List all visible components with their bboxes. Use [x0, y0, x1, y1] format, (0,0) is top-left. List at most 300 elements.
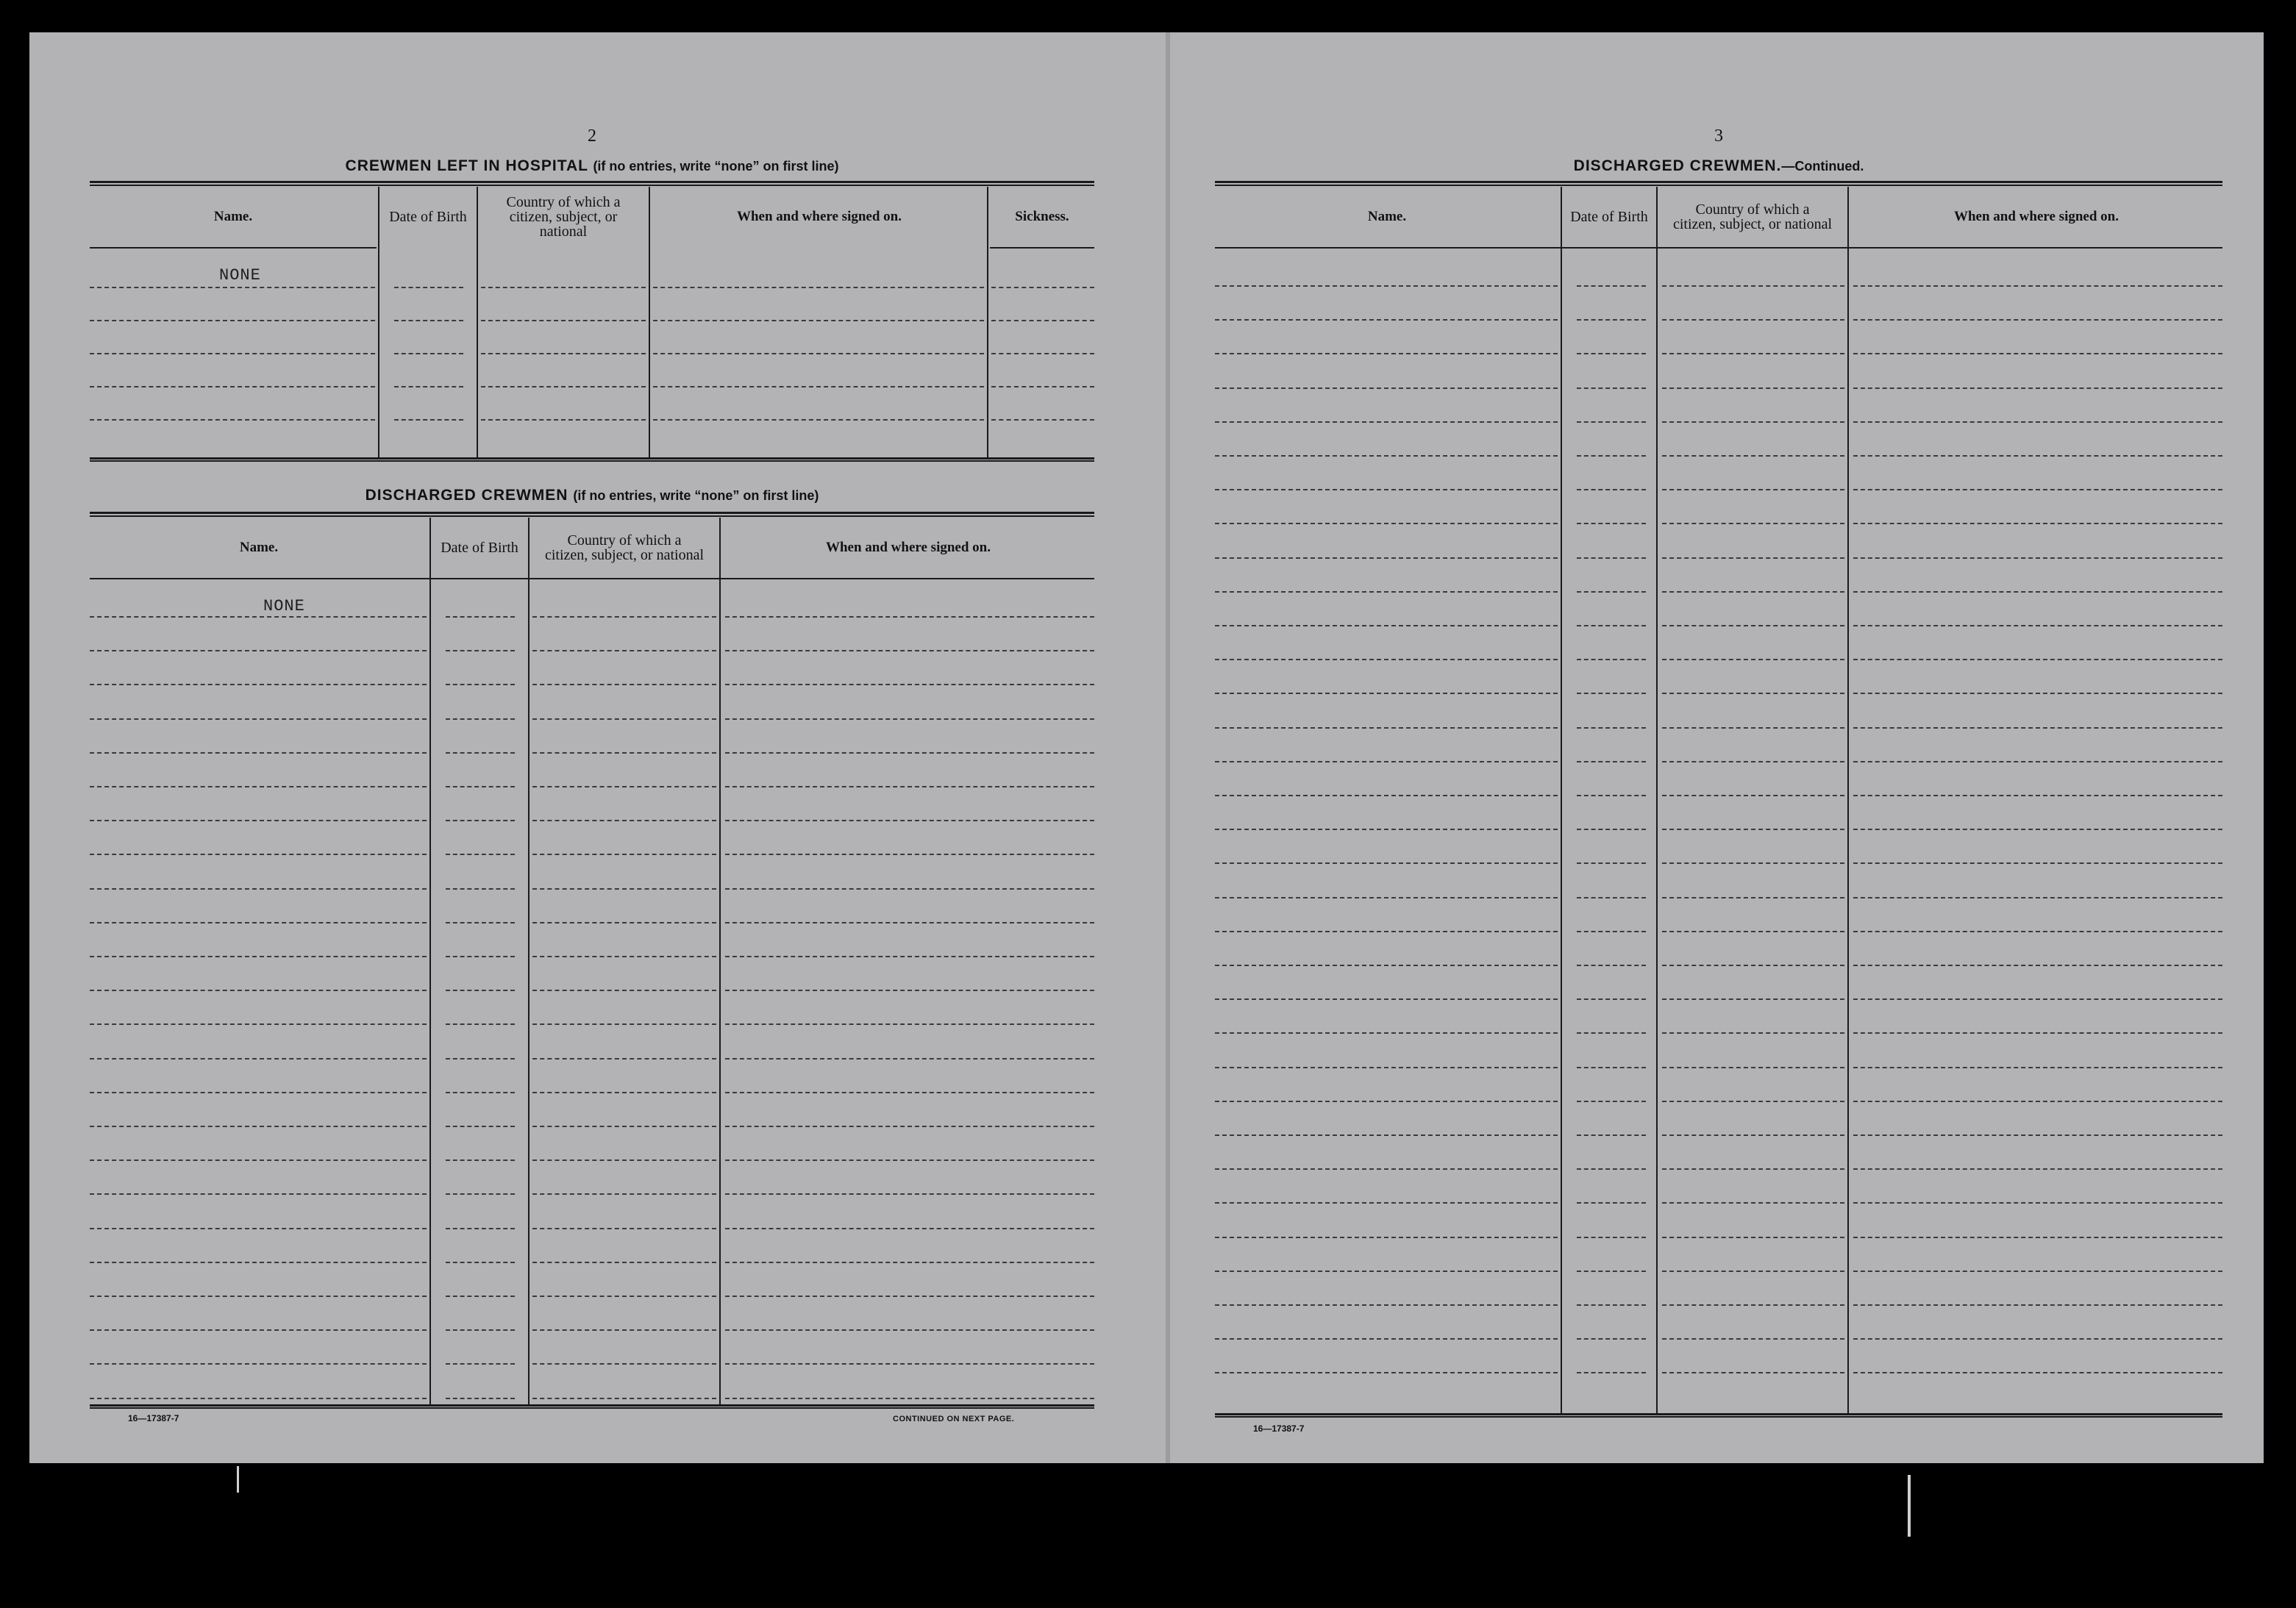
- form-number: 16—17387-7: [1253, 1423, 1305, 1434]
- row-line: [991, 353, 1094, 354]
- row-line: [532, 786, 716, 787]
- row-line: [1662, 1237, 1844, 1238]
- row-line: [446, 1193, 515, 1195]
- row-line: [532, 1329, 716, 1331]
- row-line: [1662, 1032, 1844, 1034]
- row-line: [90, 1058, 427, 1060]
- row-line: [1853, 1067, 2222, 1068]
- row-line: [725, 1228, 1094, 1229]
- row-line: [532, 956, 716, 957]
- row-line: [481, 419, 646, 421]
- row-line: [1215, 1304, 1558, 1306]
- column-divider: [477, 187, 478, 457]
- continued-note: CONTINUED ON NEXT PAGE.: [893, 1415, 1015, 1423]
- row-line: [1577, 659, 1646, 660]
- row-line: [1577, 489, 1646, 490]
- row-line: [1853, 523, 2222, 524]
- row-line: [1215, 455, 1558, 457]
- scanned-document: [29, 32, 2264, 1463]
- row-line: [532, 1092, 716, 1093]
- column-divider: [429, 518, 431, 1404]
- row-line: [725, 1193, 1094, 1195]
- header-rule: [990, 247, 1094, 249]
- row-line: [446, 820, 515, 821]
- discharged-title-text: DISCHARGED CREWMEN.: [1573, 157, 1782, 174]
- row-line: [725, 752, 1094, 754]
- row-line: [1577, 319, 1646, 321]
- page-fold: [1166, 32, 1170, 1463]
- row-line: [532, 1398, 716, 1399]
- row-line: [446, 752, 515, 754]
- row-line: [1853, 1168, 2222, 1170]
- row-line: [1215, 659, 1558, 660]
- row-line: [532, 1228, 716, 1229]
- row-line: [446, 1363, 515, 1365]
- row-line: [90, 684, 427, 685]
- column-header-signed-on: When and where signed on.: [1953, 209, 2119, 224]
- column-divider: [528, 518, 530, 1404]
- row-line: [90, 650, 427, 651]
- row-line: [532, 854, 716, 855]
- row-line: [1662, 421, 1844, 423]
- row-line: [532, 752, 716, 754]
- column-header-name: Name.: [239, 540, 279, 555]
- header-rule: [90, 247, 377, 249]
- row-line: [1215, 387, 1558, 389]
- row-line: [394, 320, 463, 321]
- row-line: [1577, 591, 1646, 593]
- row-line: [1215, 1168, 1558, 1170]
- row-line: [991, 287, 1094, 288]
- discharged-continued-title: [1215, 157, 2222, 175]
- row-line: [1215, 1067, 1558, 1068]
- row-line: [725, 820, 1094, 821]
- row-line: [481, 353, 646, 354]
- row-line: [1662, 1372, 1844, 1373]
- row-line: [1215, 1338, 1558, 1340]
- column-header-signed-on: When and where signed on.: [825, 540, 991, 555]
- row-line: [532, 1193, 716, 1195]
- row-line: [90, 419, 375, 421]
- row-line: [1577, 761, 1646, 762]
- row-line: [1662, 829, 1844, 830]
- row-line: [725, 1398, 1094, 1399]
- row-line: [1853, 1271, 2222, 1272]
- scan-artifact: [237, 1466, 239, 1493]
- row-line: [90, 1398, 427, 1399]
- form-number: 16—17387-7: [128, 1413, 179, 1423]
- row-line: [446, 854, 515, 855]
- row-line: [1577, 1101, 1646, 1102]
- row-line: [1853, 1338, 2222, 1340]
- row-line: [725, 684, 1094, 685]
- row-line: [725, 956, 1094, 957]
- row-line: [653, 287, 984, 288]
- row-line: [90, 1329, 427, 1331]
- row-line: [532, 1296, 716, 1297]
- left-page: [90, 90, 1094, 1435]
- row-line: [446, 1262, 515, 1263]
- row-line: [1577, 931, 1646, 932]
- right-page: [1215, 90, 2222, 1435]
- row-line: [1577, 1134, 1646, 1136]
- row-line: [1215, 1372, 1558, 1373]
- row-line: [1853, 353, 2222, 354]
- row-line: [481, 320, 646, 321]
- row-line: [1215, 897, 1558, 898]
- row-line: [90, 386, 375, 387]
- row-line: [1577, 1271, 1646, 1272]
- row-line: [90, 718, 427, 720]
- row-line: [1853, 489, 2222, 490]
- row-line: [1853, 897, 2222, 898]
- row-line: [90, 956, 427, 957]
- row-line: [1662, 1304, 1844, 1306]
- row-line: [1215, 421, 1558, 423]
- row-line: [725, 1296, 1094, 1297]
- row-line: [394, 386, 463, 387]
- row-line: [1853, 727, 2222, 729]
- row-line: [725, 616, 1094, 618]
- row-line: [1662, 523, 1844, 524]
- row-line: [532, 922, 716, 923]
- row-line: [90, 1126, 427, 1127]
- column-header-signed-on: When and where signed on.: [736, 209, 902, 224]
- row-line: [1853, 319, 2222, 321]
- row-line: [1215, 591, 1558, 593]
- page-number: 3: [1714, 126, 1723, 146]
- row-line: [394, 287, 463, 288]
- row-line: [446, 1329, 515, 1331]
- row-line: [1662, 285, 1844, 287]
- row-line: [1853, 693, 2222, 694]
- row-line: [725, 1329, 1094, 1331]
- row-line: [1577, 1338, 1646, 1340]
- row-line: [725, 1363, 1094, 1365]
- row-line: [1662, 625, 1844, 626]
- row-line: [725, 1159, 1094, 1161]
- row-line: [1577, 625, 1646, 626]
- row-line: [1662, 931, 1844, 932]
- row-line: [1853, 1372, 2222, 1373]
- row-line: [1215, 1271, 1558, 1272]
- row-line: [1853, 1032, 2222, 1034]
- row-line: [1662, 659, 1844, 660]
- row-line: [1577, 1168, 1646, 1170]
- row-line: [1662, 1338, 1844, 1340]
- row-line: [90, 320, 375, 321]
- row-line: [725, 888, 1094, 890]
- row-line: [1577, 693, 1646, 694]
- row-line: [1215, 285, 1558, 287]
- column-header-name: Name.: [1367, 209, 1407, 224]
- row-line: [725, 1262, 1094, 1263]
- row-line: [1215, 829, 1558, 830]
- row-line: [446, 990, 515, 991]
- hospital-section-title: [90, 157, 1094, 175]
- row-line: [1662, 862, 1844, 864]
- header-rule: [90, 578, 1094, 579]
- row-line: [1215, 1202, 1558, 1204]
- row-line: [1215, 489, 1558, 490]
- row-line: [90, 1193, 427, 1195]
- row-line: [1853, 659, 2222, 660]
- row-line: [1215, 1237, 1558, 1238]
- row-line: [653, 386, 984, 387]
- row-line: [1853, 387, 2222, 389]
- row-line: [90, 854, 427, 855]
- row-line: [1662, 557, 1844, 559]
- column-header-date-of-birth: Date of Birth: [441, 540, 518, 556]
- row-line: [1577, 285, 1646, 287]
- row-line: [446, 1023, 515, 1025]
- table-top-rule: [90, 512, 1094, 517]
- row-line: [1853, 1134, 2222, 1136]
- row-line: [725, 718, 1094, 720]
- row-line: [1853, 591, 2222, 593]
- column-header-sickness: Sickness.: [1015, 209, 1069, 224]
- row-line: [446, 650, 515, 651]
- table-bottom-rule: [1215, 1413, 2222, 1418]
- row-line: [1215, 761, 1558, 762]
- row-line: [1853, 421, 2222, 423]
- row-line: [90, 1363, 427, 1365]
- row-line: [1577, 862, 1646, 864]
- row-line: [725, 650, 1094, 651]
- row-line: [532, 888, 716, 890]
- row-line: [1577, 1032, 1646, 1034]
- table-top-rule: [90, 181, 1094, 186]
- row-line: [446, 684, 515, 685]
- row-line: [1853, 965, 2222, 966]
- row-line: [446, 922, 515, 923]
- column-header-name: Name.: [213, 209, 253, 224]
- row-line: [1853, 1237, 2222, 1238]
- column-header-date-of-birth: Date of Birth: [389, 209, 467, 225]
- row-line: [446, 1159, 515, 1161]
- header-rule: [1215, 247, 2222, 249]
- row-line: [446, 786, 515, 787]
- row-line: [1215, 998, 1558, 1000]
- row-line: [1662, 319, 1844, 321]
- table-bottom-rule: [90, 1404, 1094, 1409]
- row-line: [1662, 1134, 1844, 1136]
- row-line: [1215, 353, 1558, 354]
- row-line: [1577, 795, 1646, 796]
- hospital-title-note: (if no entries, write “none” on first line): [593, 159, 839, 174]
- column-header-country: Country of which a citizen, subject, or national: [506, 194, 621, 240]
- row-line: [446, 718, 515, 720]
- row-line: [532, 1126, 716, 1127]
- row-line: [725, 990, 1094, 991]
- discharged-section-title: [90, 487, 1094, 504]
- row-line: [90, 1023, 427, 1025]
- row-line: [394, 353, 463, 354]
- row-line: [532, 820, 716, 821]
- row-line: [1662, 897, 1844, 898]
- row-line: [90, 353, 375, 354]
- column-header-date-of-birth: Date of Birth: [1570, 209, 1648, 225]
- row-line: [1215, 693, 1558, 694]
- row-line: [1215, 1134, 1558, 1136]
- row-line: [991, 419, 1094, 421]
- row-line: [725, 1058, 1094, 1060]
- row-line: [1853, 998, 2222, 1000]
- row-line: [446, 1092, 515, 1093]
- column-header-country: Country of which a citizen, subject, or national: [544, 532, 705, 563]
- row-line: [90, 786, 427, 787]
- table-bottom-rule: [90, 457, 1094, 462]
- row-line: [532, 990, 716, 991]
- row-line: [90, 922, 427, 923]
- row-line: [1853, 1101, 2222, 1102]
- row-line: [90, 287, 375, 288]
- row-line: [1853, 625, 2222, 626]
- row-line: [1577, 998, 1646, 1000]
- row-line: [725, 1092, 1094, 1093]
- row-line: [90, 1296, 427, 1297]
- row-line: [446, 1228, 515, 1229]
- row-line: [1577, 557, 1646, 559]
- row-line: [90, 1262, 427, 1263]
- row-line: [991, 386, 1094, 387]
- row-line: [532, 684, 716, 685]
- row-line: [725, 922, 1094, 923]
- row-line: [1662, 1067, 1844, 1068]
- row-line: [1577, 1372, 1646, 1373]
- column-divider: [719, 518, 721, 1404]
- row-line: [446, 1296, 515, 1297]
- row-line: [1853, 862, 2222, 864]
- row-line: [725, 786, 1094, 787]
- row-line: [1577, 1304, 1646, 1306]
- row-line: [446, 956, 515, 957]
- row-line: [532, 1159, 716, 1161]
- row-line: [1577, 1237, 1646, 1238]
- column-divider: [1847, 187, 1849, 1413]
- row-line: [1215, 1032, 1558, 1034]
- hospital-title-text: CREWMEN LEFT IN HOSPITAL: [345, 157, 588, 174]
- row-line: [532, 1023, 716, 1025]
- row-line: [653, 320, 984, 321]
- row-line: [1853, 455, 2222, 457]
- continued-suffix: —Continued.: [1781, 159, 1864, 174]
- row-line: [1662, 387, 1844, 389]
- row-line: [532, 650, 716, 651]
- row-line: [532, 616, 716, 618]
- row-line: [394, 419, 463, 421]
- row-line: [1215, 557, 1558, 559]
- row-line: [1662, 489, 1844, 490]
- row-line: [725, 1023, 1094, 1025]
- row-line: [446, 616, 515, 618]
- discharged-title-text: DISCHARGED CREWMEN: [365, 487, 568, 504]
- row-line: [1853, 931, 2222, 932]
- scan-artifact: [1908, 1475, 1911, 1537]
- row-line: [1662, 965, 1844, 966]
- row-line: [1215, 1101, 1558, 1102]
- row-line: [532, 1058, 716, 1060]
- row-line: [446, 1126, 515, 1127]
- row-line: [532, 1363, 716, 1365]
- row-line: [90, 1159, 427, 1161]
- row-line: [1662, 591, 1844, 593]
- row-line: [653, 353, 984, 354]
- row-line: [1215, 727, 1558, 729]
- row-line: [1853, 829, 2222, 830]
- row-line: [1577, 387, 1646, 389]
- row-line: [1662, 761, 1844, 762]
- row-line: [725, 854, 1094, 855]
- row-line: [481, 287, 646, 288]
- row-line: [1853, 557, 2222, 559]
- discharged-title-note: (if no entries, write “none” on first line): [573, 488, 819, 503]
- table-top-rule: [1215, 181, 2222, 186]
- row-line: [1577, 421, 1646, 423]
- row-line: [1215, 931, 1558, 932]
- row-line: [532, 1262, 716, 1263]
- row-line: [1662, 353, 1844, 354]
- row-line: [481, 386, 646, 387]
- row-line: [1662, 795, 1844, 796]
- row-line: [1662, 1202, 1844, 1204]
- row-line: [1577, 727, 1646, 729]
- row-line: [1662, 727, 1844, 729]
- row-line: [1577, 965, 1646, 966]
- row-line: [446, 1398, 515, 1399]
- row-line: [1662, 1168, 1844, 1170]
- row-line: [90, 888, 427, 890]
- row-line: [1577, 897, 1646, 898]
- row-line: [446, 1058, 515, 1060]
- row-line: [1662, 693, 1844, 694]
- row-line: [1215, 965, 1558, 966]
- row-line: [1662, 998, 1844, 1000]
- row-line: [1853, 761, 2222, 762]
- row-line: [725, 1126, 1094, 1127]
- column-divider: [1656, 187, 1658, 1413]
- row-line: [1853, 795, 2222, 796]
- row-line: [1662, 455, 1844, 457]
- row-line: [653, 419, 984, 421]
- row-line: [90, 820, 427, 821]
- row-line: [1662, 1101, 1844, 1102]
- row-line: [991, 320, 1094, 321]
- row-line: [1853, 1304, 2222, 1306]
- row-line: [1577, 829, 1646, 830]
- row-line: [90, 1092, 427, 1093]
- column-divider: [1561, 187, 1562, 1413]
- row-line: [532, 718, 716, 720]
- page-number: 2: [588, 126, 596, 146]
- discharged-first-entry: NONE: [263, 597, 305, 615]
- hospital-first-entry: NONE: [219, 266, 261, 285]
- row-line: [90, 990, 427, 991]
- row-line: [1577, 1067, 1646, 1068]
- row-line: [1215, 862, 1558, 864]
- row-line: [1577, 455, 1646, 457]
- row-line: [1662, 1271, 1844, 1272]
- row-line: [1215, 319, 1558, 321]
- column-divider: [649, 187, 650, 457]
- row-line: [1215, 795, 1558, 796]
- row-line: [1853, 285, 2222, 287]
- row-line: [1577, 523, 1646, 524]
- row-line: [1215, 625, 1558, 626]
- row-line: [1577, 353, 1646, 354]
- row-line: [1853, 1202, 2222, 1204]
- column-header-country: Country of which a citizen, subject, or national: [1672, 201, 1833, 232]
